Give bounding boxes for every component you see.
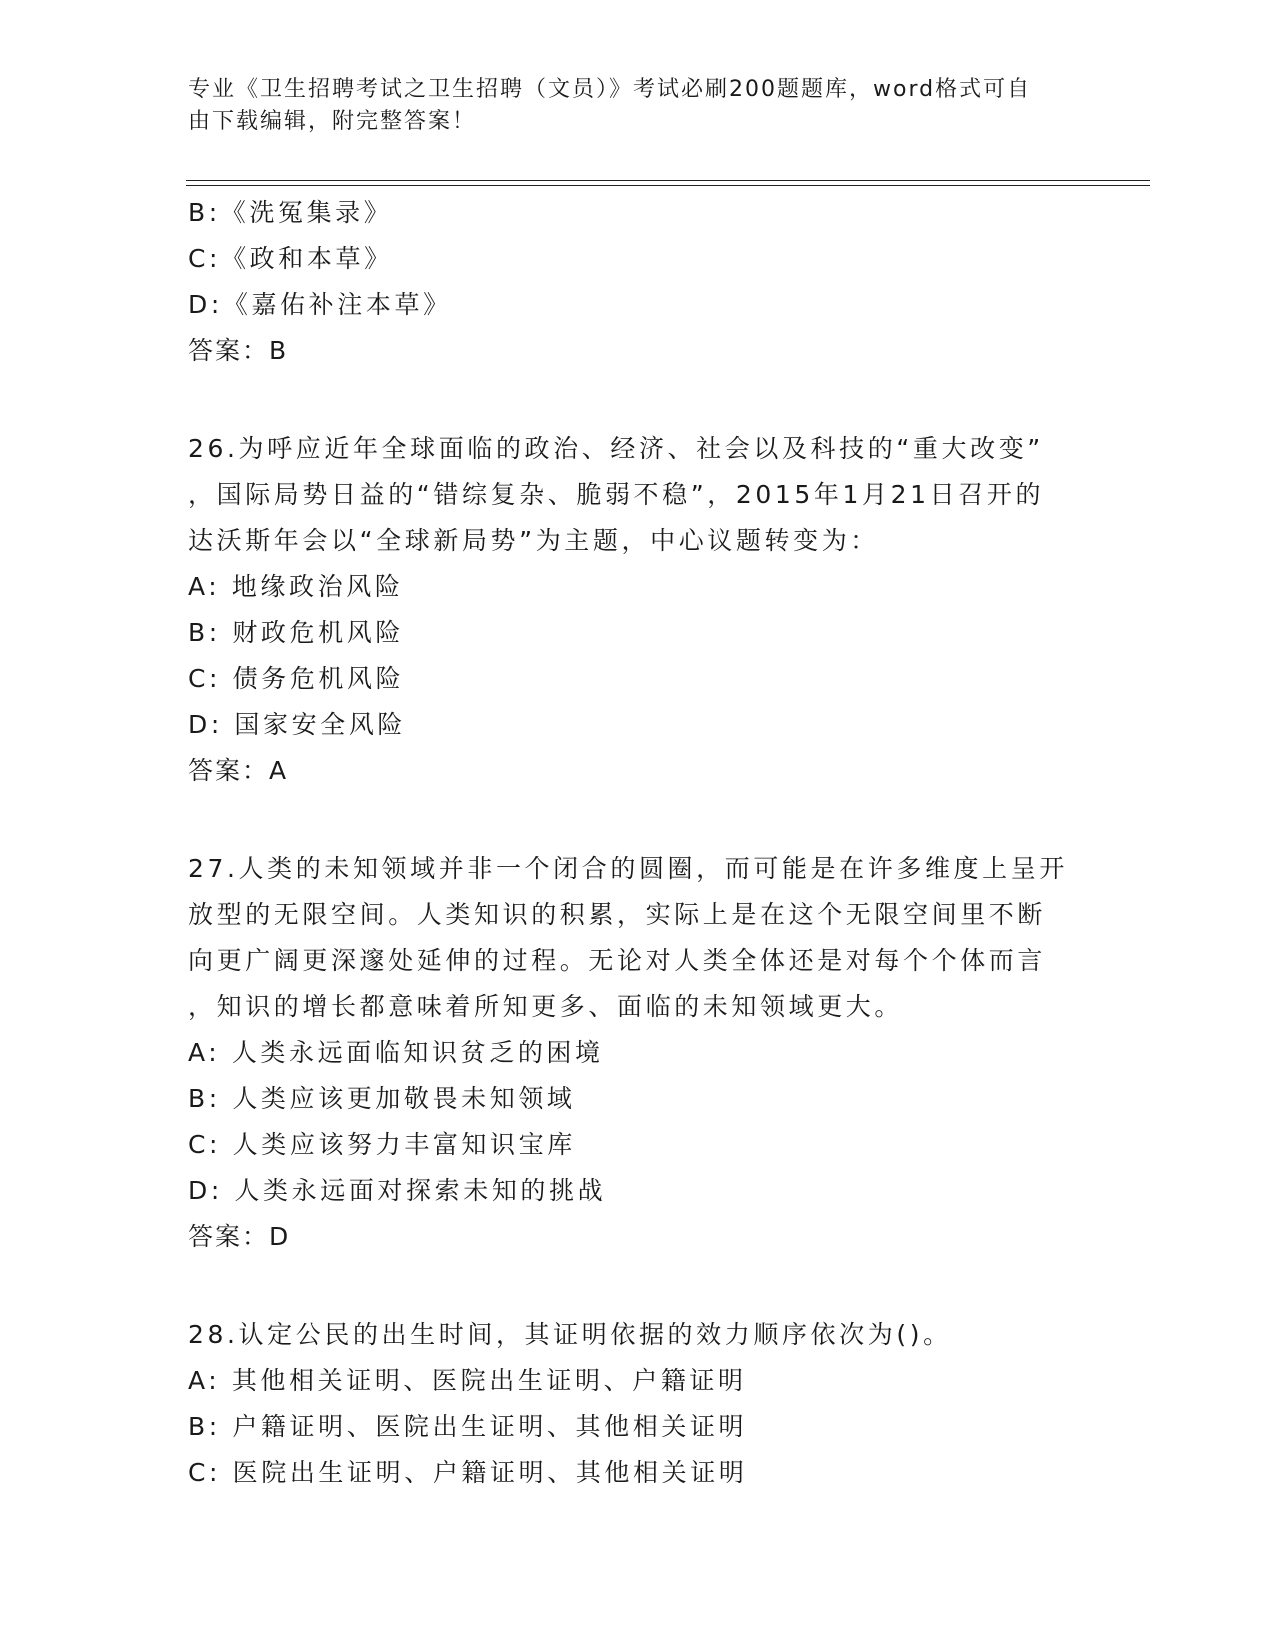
header-divider-bottom	[186, 185, 1150, 186]
option-d: D: 国家安全风险	[188, 710, 407, 739]
option-a: A: 其他相关证明、医院出生证明、户籍证明	[188, 1366, 747, 1395]
option-a: A: 人类永远面临知识贫乏的困境	[188, 1038, 604, 1067]
option-d: D: 人类永远面对探索未知的挑战	[188, 1176, 607, 1205]
question-text-line: 达沃斯年会以“全球新局势”为主题，中心议题转变为：	[188, 526, 879, 555]
option-a: A: 地缘政治风险	[188, 572, 404, 601]
option-b: B: 人类应该更加敬畏未知领域	[188, 1084, 576, 1113]
question-text-line: 26.为呼应近年全球面临的政治、经济、社会以及科技的“重大改变”	[188, 434, 1044, 463]
option-c: C:《政和本草》	[188, 244, 393, 273]
option-c: C: 债务危机风险	[188, 664, 405, 693]
page-header	[188, 74, 1068, 138]
answer-line: 答案：D	[188, 1222, 291, 1251]
header-line-1: 专业《卫生招聘考试之卫生招聘（文员）》考试必刷200题题库，word格式可自	[188, 77, 1032, 102]
answer-line: 答案：B	[188, 336, 289, 365]
question-text-line: 28.认定公民的出生时间，其证明依据的效力顺序依次为()。	[188, 1320, 952, 1349]
option-c: C: 医院出生证明、户籍证明、其他相关证明	[188, 1458, 748, 1487]
option-c: C: 人类应该努力丰富知识宝库	[188, 1130, 576, 1159]
question-26	[188, 426, 1088, 794]
header-divider-top	[186, 180, 1150, 181]
option-b: B: 户籍证明、医院出生证明、其他相关证明	[188, 1412, 748, 1441]
question-text-line: 放型的无限空间。人类知识的积累，实际上是在这个无限空间里不断	[188, 900, 1047, 929]
option-b: B: 财政危机风险	[188, 618, 404, 647]
question-25	[188, 190, 1088, 374]
question-text-line: ，知识的增长都意味着所知更多、面临的未知领域更大。	[188, 992, 904, 1021]
question-text-line: ，国际局势日益的“错综复杂、脆弱不稳”，2015年1月21日召开的	[188, 480, 1045, 509]
option-d: D:《嘉佑补注本草》	[188, 290, 452, 319]
question-text-line: 向更广阔更深邃处延伸的过程。无论对人类全体还是对每个个体而言	[188, 946, 1047, 975]
header-line-2: 由下载编辑，附完整答案！	[188, 109, 477, 134]
option-b: B:《洗冤集录》	[188, 198, 393, 227]
question-27	[188, 846, 1088, 1260]
question-28	[188, 1312, 1088, 1496]
question-list	[188, 190, 1088, 1496]
question-text-line: 27.人类的未知领域并非一个闭合的圆圈，而可能是在许多维度上呈开	[188, 854, 1068, 883]
answer-line: 答案：A	[188, 756, 289, 785]
